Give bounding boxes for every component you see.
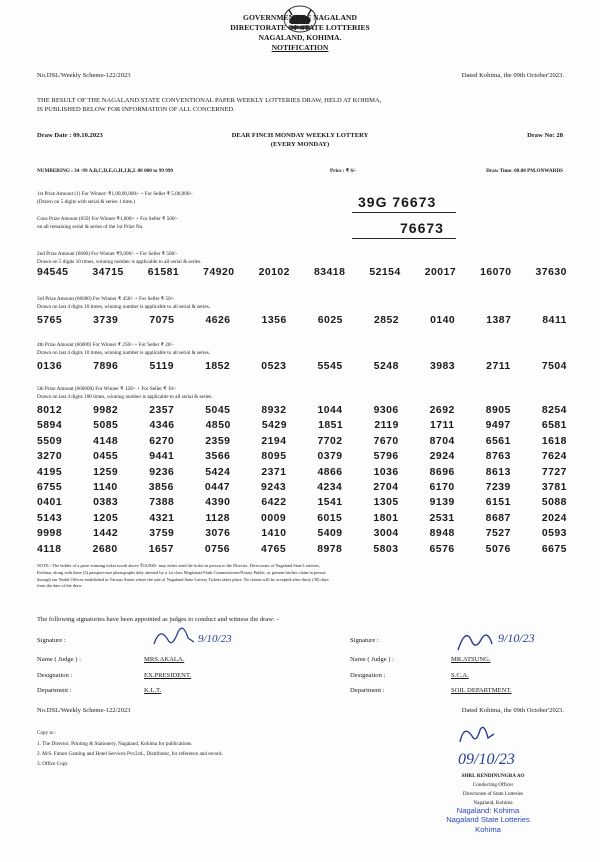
prize-number: 2680 <box>92 543 118 555</box>
fifth-prize-row <box>37 544 567 555</box>
office-stamp <box>420 806 556 834</box>
prize-number: 0136 <box>37 361 63 372</box>
first-prize-rule: (Drawn on 5 digits with serial & series 1 time.) <box>37 199 135 205</box>
prize-number: 9236 <box>149 466 175 478</box>
cons-prize-rule: on all remaining serial & series of the 1st Prize No. <box>37 224 144 230</box>
prize-number: 8012 <box>37 405 63 416</box>
ticket-price: Price : ₹ 6/- <box>330 168 357 174</box>
prize-number: 3781 <box>541 482 567 493</box>
prize-number: 37630 <box>535 267 567 278</box>
prize-number: 1442 <box>93 528 119 540</box>
fifth-prize-row <box>37 451 567 462</box>
prize-number: 4390 <box>205 497 231 509</box>
prize-number: 2711 <box>486 361 511 372</box>
prize-number: 5429 <box>261 420 287 432</box>
prize-number: 4234 <box>317 482 343 493</box>
prize-number: 0593 <box>541 528 567 540</box>
officer-sign-date: 09/10/23 <box>458 751 515 768</box>
prize-number: 5803 <box>373 543 399 555</box>
header-line-3: NAGALAND, KOHIMA. <box>258 33 342 42</box>
intro-line-1: THE RESULT OF THE NAGALAND STATE CONVENTIONAL PAPER WEEKLY LOTTERIES DRAW, HELD AT KOHIMA, <box>37 97 382 104</box>
second-prize-amount: 2nd Prize Amount (6600) For Winner ₹9,000/- + For Seller ₹ 500/- <box>37 251 178 257</box>
prize-number: 7670 <box>373 435 399 447</box>
prize-number: 1259 <box>93 466 119 478</box>
prize-number: 6270 <box>149 435 175 447</box>
cons-prize-amount: Cons Prize Amount (659) For Winner ₹1,000/- + For Seller ₹ 500/- <box>37 216 178 222</box>
prize-number: 2704 <box>373 482 399 493</box>
prize-number: 61581 <box>147 267 180 278</box>
prize-number: 7702 <box>317 435 343 447</box>
prize-number: 3856 <box>148 482 174 493</box>
officer-title: Conducting Officer <box>472 782 514 788</box>
judge-left-designation-label: Designation : <box>37 672 73 679</box>
prize-number: 2852 <box>373 315 400 326</box>
header-line-4: NOTIFICATION <box>271 43 329 52</box>
prize-number: 7527 <box>485 528 511 540</box>
judge-left-name-label: Name ( Judge ) : <box>37 656 81 663</box>
prize-number: 4195 <box>37 466 63 478</box>
prize-number: 5509 <box>37 435 63 447</box>
second-prize-rule: Drawn on 5 digits 10 times, winning number is applicable to all serial & series. <box>37 259 202 265</box>
prize-number: 3270 <box>37 451 63 463</box>
prize-number: 5424 <box>205 466 231 478</box>
first-prize-amount: 1st Prize Amount (1) For Winner: ₹1,00,00,000/- + For Seller ₹ 5,00,000/- <box>37 191 193 197</box>
prize-number: 6561 <box>485 435 511 447</box>
fourth-prize-row <box>37 361 567 372</box>
prize-number: 1657 <box>148 543 174 555</box>
judge-right-name: MR.ATSUNG. <box>451 656 491 663</box>
fifth-prize-row <box>37 405 567 416</box>
prize-number: 1140 <box>93 482 118 493</box>
prize-number: 94545 <box>37 267 69 278</box>
judge-left-department: K.L.T. <box>144 687 162 694</box>
prize-number: 5765 <box>37 315 63 326</box>
judge-right-name-label: Name ( Judge ) : <box>350 656 394 663</box>
prize-number: 5894 <box>37 420 63 432</box>
intro-line-2: IS PUBLISHED BELOW FOR INFORMATION OF ALL CONCERNED. <box>37 106 235 113</box>
prize-number: 16070 <box>480 267 512 278</box>
prize-number: 2371 <box>261 466 287 478</box>
draw-date: Draw Date : 09.10.2023 <box>37 132 103 139</box>
prize-number: 9243 <box>261 482 287 493</box>
judge-right-designation: S.C.A. <box>451 672 469 679</box>
prize-number: 5248 <box>373 361 399 372</box>
prize-number: 5045 <box>205 405 231 416</box>
prize-number: 8095 <box>261 451 287 463</box>
prize-number: 6170 <box>429 482 455 493</box>
officer-name: SHRI. RENDINUNGBA AO <box>461 773 525 779</box>
prize-number: 8905 <box>485 405 511 416</box>
judge-left-department-label: Department : <box>37 687 72 694</box>
prize-number: 6025 <box>317 315 343 326</box>
prize-number: 3566 <box>205 451 231 463</box>
prize-number: 1410 <box>261 528 287 540</box>
prize-number: 5143 <box>37 512 63 524</box>
fifth-prize-row <box>37 467 567 478</box>
prize-number: 4321 <box>149 512 175 524</box>
prize-number: 8704 <box>429 435 455 447</box>
prize-number: 0383 <box>93 497 119 509</box>
officer-place: Nagaland, Kohima <box>473 800 513 806</box>
prize-number: 7727 <box>541 466 567 478</box>
prize-number: 1036 <box>373 466 399 478</box>
prize-number: 5085 <box>93 420 119 432</box>
prize-number: 5088 <box>541 497 567 509</box>
copy-to-item: 3. Office Copy <box>37 761 68 767</box>
prize-number: 1541 <box>317 497 343 509</box>
prize-number: 20102 <box>258 267 290 278</box>
first-prize-number: 39G 76673 <box>358 194 437 210</box>
first-prize-underline <box>352 212 456 213</box>
prize-number: 9982 <box>93 405 119 416</box>
date-line-2: Dated Kohima, the 09th October'2023. <box>461 707 564 714</box>
prize-number: 34715 <box>92 267 124 278</box>
prize-number: 3983 <box>429 361 456 372</box>
fourth-prize-amount: 4th Prize Amount (66000) For Winner ₹ 250/- + For Seller ₹ 20/- <box>37 342 174 348</box>
fifth-prize-rule: Drawn on last 4 digits 100 times, winning number is applicable to all serial & series. <box>37 394 213 400</box>
prize-number: 2194 <box>261 435 287 447</box>
prize-number: 9497 <box>485 420 511 432</box>
prize-number: 1851 <box>318 420 344 432</box>
prize-number: 1618 <box>541 435 567 447</box>
prize-number: 4118 <box>37 543 62 555</box>
prize-number: 5076 <box>485 543 511 555</box>
prize-number: 5545 <box>317 361 343 372</box>
prize-number: 0009 <box>261 512 287 524</box>
note-line: from the date of the draw. <box>37 583 83 589</box>
prize-number: 2531 <box>429 512 455 524</box>
prize-number: 0401 <box>37 497 63 509</box>
prize-number: 2024 <box>541 512 567 524</box>
prize-number: 7504 <box>541 361 567 372</box>
prize-number: 5119 <box>149 361 174 372</box>
prize-number: 4626 <box>205 315 231 326</box>
prize-number: 1205 <box>93 512 119 524</box>
prize-number: 2359 <box>205 435 231 447</box>
claim-note <box>37 563 567 590</box>
prize-number: 2357 <box>149 405 175 416</box>
prize-number: 7624 <box>541 451 567 463</box>
judge-left-signature-label: Signature : <box>37 637 66 644</box>
signatories-intro: The following signatories have been appointed as judges to conduct and witness the draw: - <box>37 616 279 623</box>
prize-number: 8687 <box>485 512 511 524</box>
prize-number: 1128 <box>205 512 231 524</box>
note-line: NOTE:- The holder of a prize-winning ticket worth above ₹10,000/- may either send the ticket in person to the Director, Directorate of Nagaland State Lotteries, <box>37 563 320 568</box>
prize-number: 4866 <box>317 466 343 478</box>
prize-number: 83418 <box>313 267 346 278</box>
prize-number: 5409 <box>317 528 343 540</box>
prize-number: 8763 <box>485 451 511 463</box>
prize-number: 8948 <box>429 528 455 540</box>
judge-right-signature <box>452 622 562 656</box>
judge-left-designation: EX.PRESIDENT. <box>144 672 192 679</box>
fifth-prize-row <box>37 436 567 447</box>
prize-number: 6576 <box>429 543 455 555</box>
draw-number: Draw No: 28 <box>527 132 563 139</box>
prize-number: 8978 <box>317 543 343 555</box>
prize-number: 8932 <box>261 405 287 416</box>
prize-number: 9998 <box>37 528 63 540</box>
header-line-1: GOVERNMENT OF NAGALAND <box>243 13 357 22</box>
prize-number: 0447 <box>204 482 231 493</box>
fifth-prize-row <box>37 497 567 508</box>
numbering: NUMBERING : 34 -99 A,B,C,D,E,G,H,J,K,L 00 000 to 99 999 <box>37 168 174 174</box>
prize-number: 2924 <box>429 451 455 463</box>
fifth-prize-row <box>37 482 567 493</box>
fifth-prize-row <box>37 528 567 539</box>
copy-to-item: 2. M/S. Future Gaming and Hotel Services Pvt.Ltd., Distributor, for reference and record. <box>37 751 223 757</box>
prize-number: 4346 <box>149 420 175 432</box>
prize-number: 4850 <box>205 420 231 432</box>
stamp-line: Kohima <box>475 824 501 834</box>
prize-number: 0455 <box>93 451 119 463</box>
date-line: Dated Kohima, the 09th October'2023. <box>461 72 564 79</box>
prize-number: 3076 <box>205 528 231 540</box>
prize-number: 20017 <box>424 267 457 278</box>
prize-number: 7388 <box>149 497 175 509</box>
prize-number: 8254 <box>541 405 567 416</box>
prize-number: 3759 <box>149 528 175 540</box>
stamp-line: Nagaland State Lotteries <box>446 815 530 825</box>
prize-number: 6755 <box>37 482 63 493</box>
third-prize-amount: 3rd Prize Amount (66000) For Winner ₹ 450/- + For Seller ₹ 50/- <box>37 296 174 302</box>
prize-number: 6581 <box>541 420 567 432</box>
lottery-name: DEAR FINCH MONDAY WEEKLY LOTTERY <box>231 132 369 139</box>
prize-number: 6015 <box>317 512 343 524</box>
prize-number: 8613 <box>485 466 511 478</box>
prize-number: 1305 <box>373 497 399 509</box>
prize-number: 52154 <box>369 267 401 278</box>
prize-number: 0756 <box>204 543 231 555</box>
judge-left-name: MRS.AKALA. <box>144 656 185 663</box>
judge-left-sign-date: 9/10/23 <box>198 633 232 645</box>
prize-number: 0379 <box>317 451 343 463</box>
reference-number: No.DSL/Weekly Scheme-122/2023 <box>37 72 131 79</box>
lottery-day: (EVERY MONDAY) <box>270 141 330 148</box>
prize-number: 8696 <box>429 466 455 478</box>
judge-left-signature <box>150 618 250 654</box>
prize-number: 0140 <box>430 315 456 326</box>
prize-number: 7239 <box>485 482 511 493</box>
prize-number: 9441 <box>149 451 175 463</box>
prize-number: 4765 <box>261 543 287 555</box>
header-line-2: DIRECTORATE OF STATE LOTTERIES <box>230 23 370 32</box>
cons-prize-underline <box>352 238 456 239</box>
prize-number: 2692 <box>429 405 455 416</box>
copy-to-title: Copy to : <box>37 730 57 736</box>
prize-number: 3004 <box>373 528 399 540</box>
prize-number: 1801 <box>373 512 399 524</box>
draw-time: Draw Time: 08.00 PM.ONWARDS <box>486 168 563 174</box>
third-prize-row <box>37 315 567 326</box>
fourth-prize-rule: Drawn on last 4 digits 10 times, winning number is applicable to all serial & series. <box>37 350 211 356</box>
reference-number-2: No.DSL/Weekly Scheme-122/2023 <box>37 707 131 714</box>
prize-number: 8411 <box>542 315 567 326</box>
prize-number: 5796 <box>373 451 399 463</box>
prize-number: 2119 <box>374 420 399 432</box>
judge-right-signature-label: Signature : <box>350 637 379 644</box>
prize-number: 6151 <box>485 497 511 509</box>
prize-number: 74920 <box>203 267 235 278</box>
copy-to-item: 1. The Director, Printing & Stationery, Nagaland, Kohima for publications. <box>37 741 193 747</box>
prize-number: 7075 <box>149 315 175 326</box>
prize-number: 6422 <box>261 497 287 509</box>
prize-number: 1711 <box>429 420 455 432</box>
judge-right-department: SOIL DEPARTMENT. <box>451 687 512 694</box>
cons-prize-number: 76673 <box>400 220 444 236</box>
prize-number: 1387 <box>486 315 512 326</box>
second-prize-row <box>37 267 567 278</box>
third-prize-rule: Drawn on last 4 digits 10 times, winning number is applicable to all serial & series. <box>37 304 211 310</box>
note-line: through our Nodal Offices established in Various States where the sale of Nagaland State Lottery Tickets takes place. No claims will be accepted after thirty (30) days <box>37 576 329 582</box>
judge-right-department-label: Department : <box>350 687 385 694</box>
fifth-prize-amount: 5th Prize Amount (660000) For Winner ₹ 120/- + For Seller ₹ 10/- <box>37 386 177 392</box>
fifth-prize-row <box>37 420 567 431</box>
prize-number: 3739 <box>93 315 119 326</box>
officer-signature <box>450 720 570 770</box>
prize-number: 4148 <box>93 435 119 447</box>
note-line: Kohima, along with three (3) passport-size photographs duly attested by a 1st class Magistrate/Oath Commissioner/Notary Public, or present his/her claim in person <box>37 569 326 575</box>
prize-number: 9139 <box>429 497 455 509</box>
prize-number: 0523 <box>261 361 287 372</box>
officer-office: Directorate of State Lotteries <box>462 791 524 797</box>
prize-number: 6675 <box>541 543 567 555</box>
stamp-line: Nagaland: Kohima <box>456 806 520 815</box>
prize-number: 1852 <box>205 361 231 372</box>
fifth-prize-row <box>37 513 567 524</box>
judge-right-sign-date: 9/10/23 <box>498 631 535 645</box>
judge-right-designation-label: Designation : <box>350 672 386 679</box>
prize-number: 7896 <box>93 361 119 372</box>
prize-number: 9306 <box>373 405 399 416</box>
prize-number: 1044 <box>317 405 343 416</box>
prize-number: 1356 <box>261 315 287 326</box>
